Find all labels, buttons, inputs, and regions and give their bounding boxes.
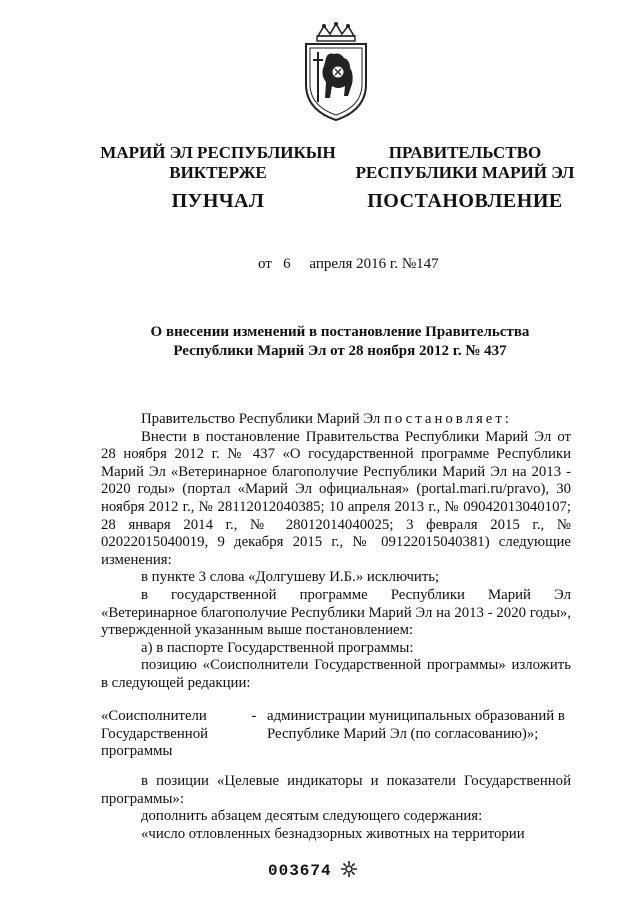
header-right-line2: РЕСПУБЛИКИ МАРИЙ ЭЛ [355,163,575,182]
serial-number: 003674 [268,862,332,880]
header-left [96,143,340,211]
body2-paragraph-3: «число отловленных безнадзорных животных на территории [141,825,525,842]
coexecutors-table-row [101,708,571,761]
table-cell-dash: - [251,708,257,724]
header-right-line1: ПРАВИТЕЛЬСТВО [388,143,542,162]
ornament-icon [340,860,358,878]
body-paragraph-1 [101,411,571,429]
document-body [101,411,571,693]
table-cell-value: администрации муниципальных образований в Республике Марий Эл (по согласованию)»; [267,708,565,742]
document-body-continued [101,773,571,843]
body-paragraph-3: в пункте 3 слова «Долгушеву И.Б.» исключить; [141,569,440,586]
table-cell-position: «Соисполнители Государственной программы [101,708,209,760]
body-paragraph-4: в государственной программе Республики Марий Эл «Ветеринарное благополучие Республики Марий Эл на 2013 - 2020 годы», утвержденной указанным выше постановлением: [101,586,571,639]
body-paragraph-6: позицию «Соисполнители Государственной программы» изложить в следующей редакции: [101,657,571,691]
header-left-line2: ВИКТЕРЖЕ [169,163,267,182]
header-right-title: ПОСТАНОВЛЕНИЕ [367,190,563,212]
body-paragraph-2: Внести в постановление Правительства Республики Марий Эл от 28 ноября 2012 г. № 437 «О государственной программе Республики Марий Эл «Ветеринарное благополучие Республики Марий Эл на 2013 - 2020 годы» (портал «Марий Эл официальная» (portal.mari.ru/pravo), 30 ноября 2012 г., № 28112012040385; 10 апреля 2013 г., № 09042013040107; 28 января 2014 г., № 28012014040025; 3 февраля 2015 г., № 02022015040019, 9 декабря 2015 г., № 09122015040381) следующие изменения: [101,428,571,568]
body2-paragraph-2: дополнить абзацем десятым следующего содержания: [141,808,483,825]
coat-of-arms-icon [298,22,374,122]
body-paragraph-5: а) в паспорте Государственной программы: [141,639,414,656]
document-date-line [258,256,439,273]
subject-line2: Республики Марий Эл от 28 ноября 2012 г. № 437 [173,343,507,359]
body-p1-text: Правительство Республики Марий Эл [141,411,384,427]
date-prefix: от [258,256,272,272]
body2-paragraph-1: в позиции «Целевые индикаторы и показатели Государственной программы»: [101,773,571,807]
date-day: 6 [283,256,291,272]
header-left-title: ПУНЧАЛ [171,190,265,212]
subject-line1: О внесении изменений в постановление Правительства [150,324,530,340]
header-left-line1: МАРИЙ ЭЛ РЕСПУБЛИКЫН [100,143,336,162]
document-number: 147 [416,256,439,272]
document-subject [100,323,580,361]
body-p1-decree-word: постановляет: [384,411,512,427]
date-month-year: апреля 2016 г. № [309,256,417,272]
header-right [350,143,580,211]
